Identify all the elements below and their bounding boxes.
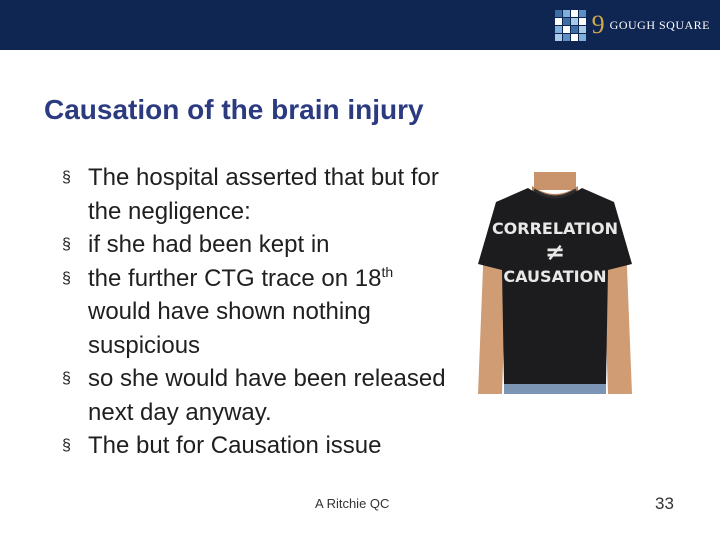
list-item: § if she had been kept in	[62, 228, 452, 262]
shirt-text-line2: CAUSATION	[503, 267, 607, 286]
logo-squares-icon	[555, 10, 586, 41]
bullet-square-icon: §	[62, 269, 71, 287]
logo-text: GOUGH SQUARE	[609, 17, 710, 32]
list-item: § the further CTG trace on 18th would have shown nothing suspicious	[62, 263, 394, 359]
bullet-square-icon: §	[62, 437, 71, 454]
list-item: § so she would have been released next day anyway.	[62, 362, 452, 429]
logo-number: 9	[591, 10, 605, 39]
shirt-text-line1: CORRELATION	[491, 219, 619, 238]
bullet-square-icon: §	[62, 236, 71, 253]
bullet-square-icon: §	[62, 169, 71, 186]
firm-logo	[555, 9, 710, 41]
bullet-list	[62, 161, 452, 463]
slide-title: Causation of the brain injury	[44, 94, 424, 125]
not-equal-icon: ≠	[544, 238, 566, 266]
footer-author: A Ritchie QC	[315, 496, 390, 511]
header-bar	[0, 0, 720, 50]
bullet-square-icon: §	[62, 370, 71, 387]
page-number: 33	[655, 494, 674, 513]
list-item: § The but for Causation issue	[62, 429, 452, 463]
list-item: § The hospital asserted that but for the negligence:	[62, 161, 452, 228]
tshirt-image	[476, 172, 634, 394]
